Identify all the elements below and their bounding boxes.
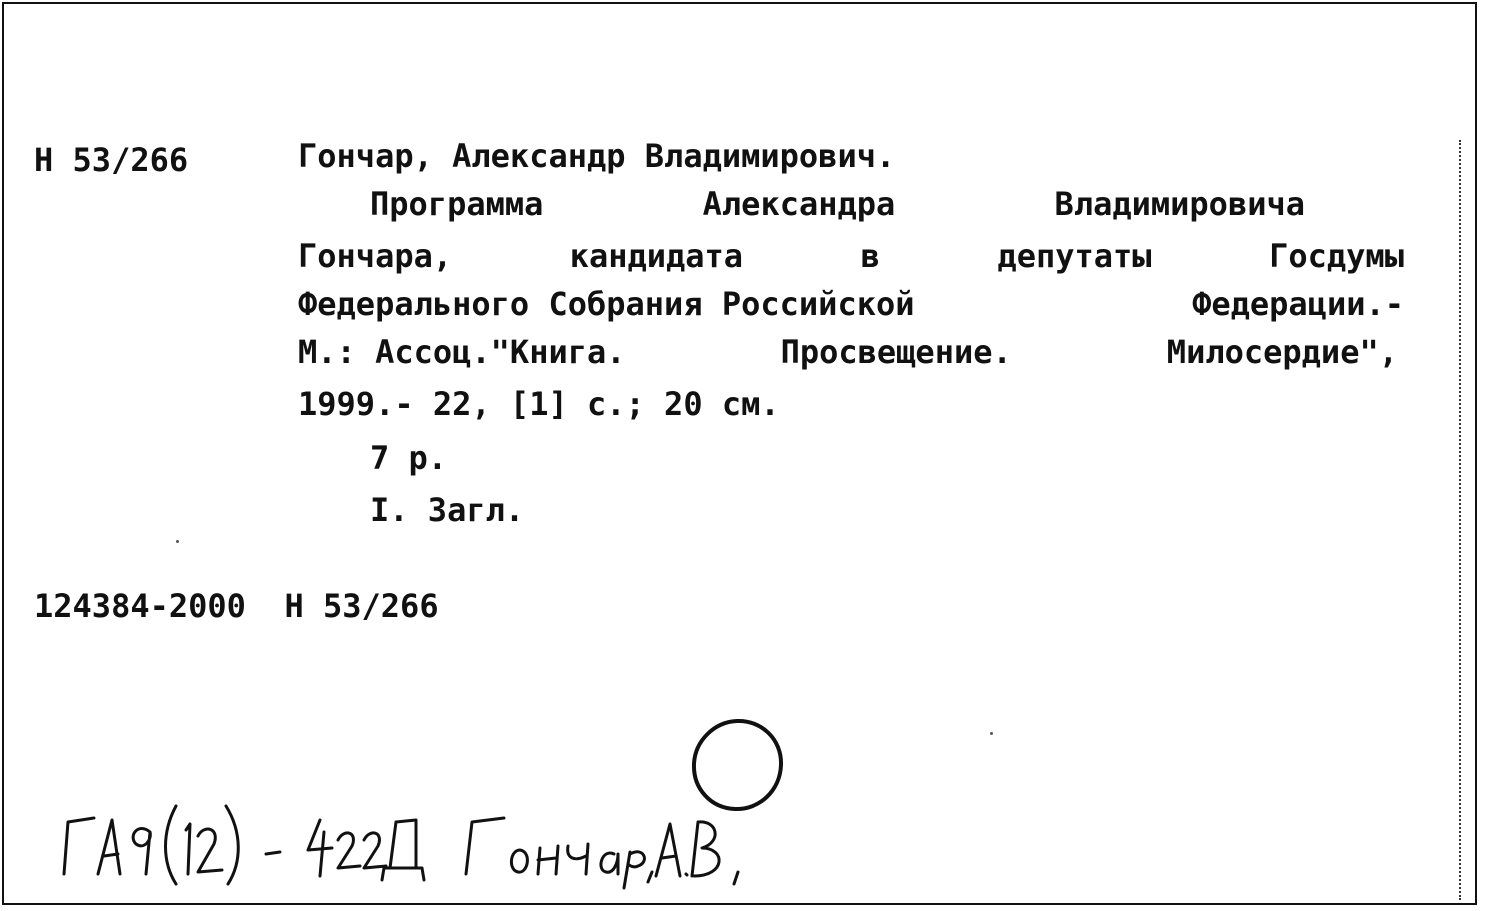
price: 7 р. <box>370 439 448 477</box>
imprint-line: М.: Ассоц."Книга. Просвещение. Милосердие", <box>298 333 1398 371</box>
title-line-3: Федерального Собрания Российской Федерации.- <box>298 285 1404 323</box>
title-line-2: Гончара, кандидата в депутаты Госдумы <box>298 237 1404 275</box>
speck <box>176 540 179 543</box>
handwritten-note <box>58 792 758 892</box>
card-perforation <box>1459 140 1461 900</box>
title-tracing: I. Загл. <box>370 491 525 529</box>
shelf-mark: Н 53/266 <box>34 141 189 179</box>
accession-number: 124384-2000 Н 53/266 <box>34 587 439 625</box>
title-line-1: Программа Александра Владимировича <box>370 185 1305 223</box>
speck <box>990 732 993 735</box>
author-heading: Гончар, Александр Владимирович. <box>298 137 896 175</box>
imprint-year-pages: 1999.- 22, [1] с.; 20 см. <box>298 385 780 423</box>
